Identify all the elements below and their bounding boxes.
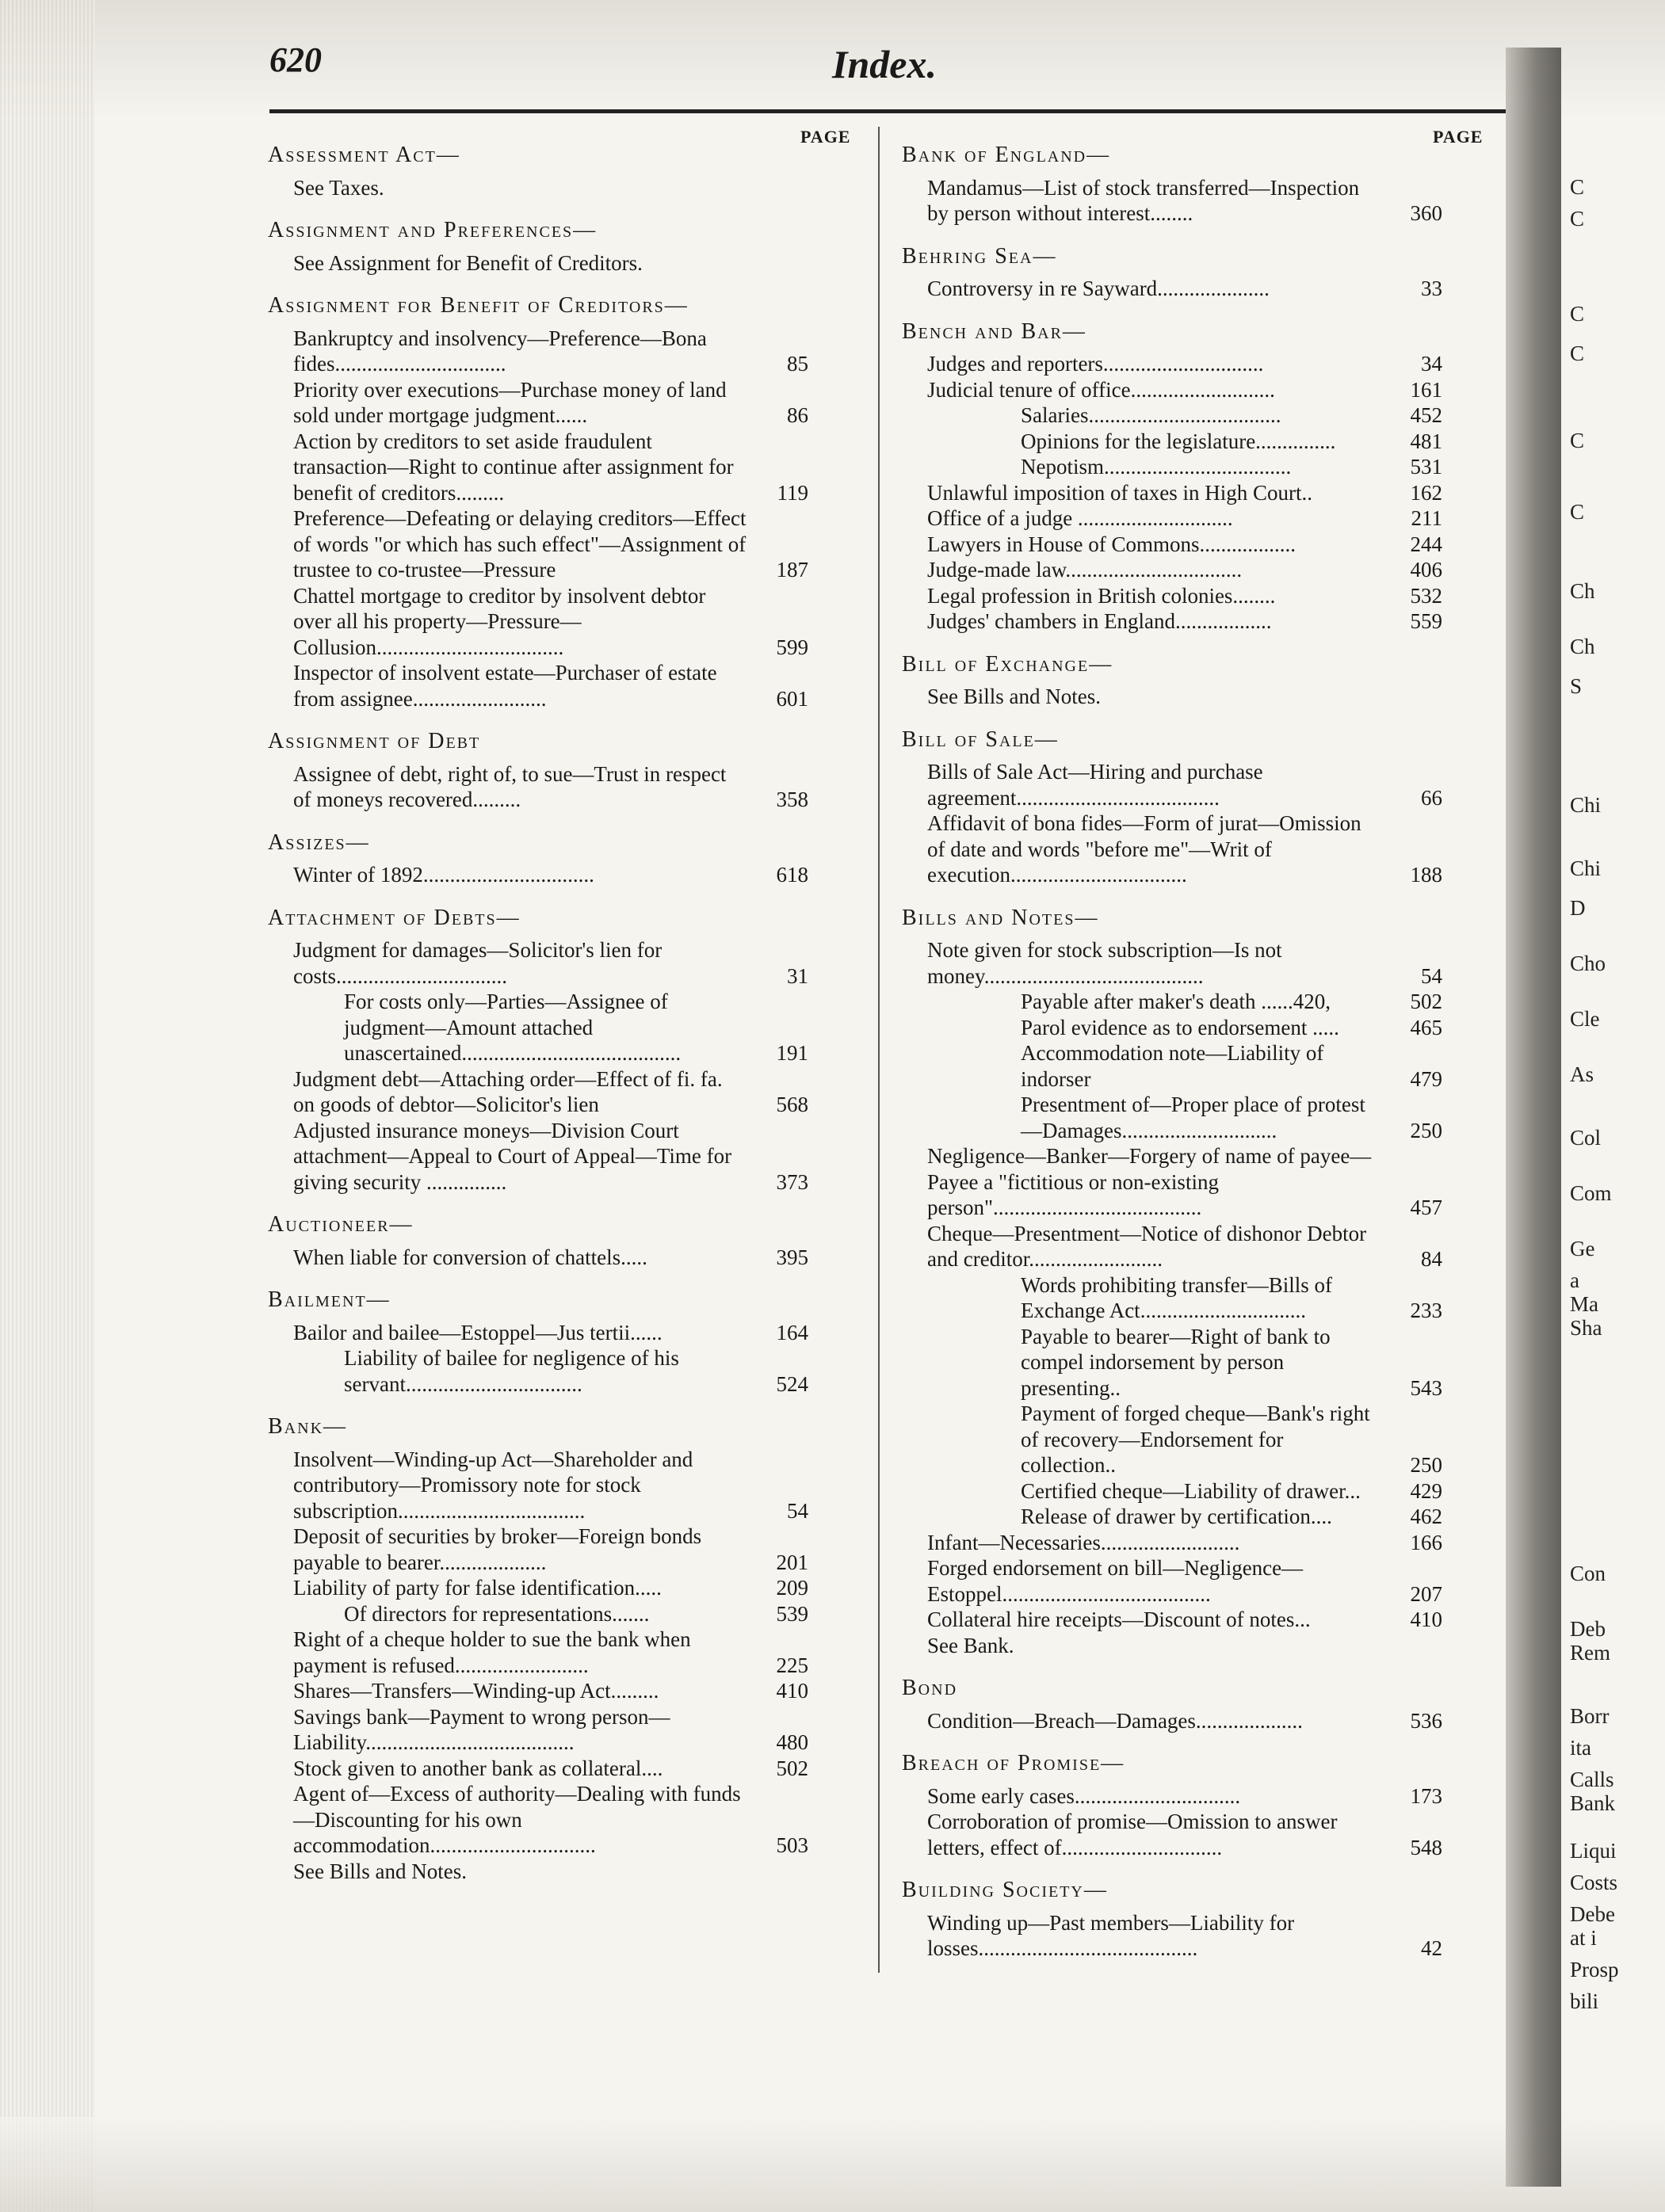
entry-page-number: 209: [776, 1576, 808, 1600]
index-heading: Assignment and Preferences—: [268, 218, 598, 242]
page-number: 620: [269, 40, 322, 79]
see-reference: See Bills and Notes.: [927, 685, 1101, 708]
fragment-text: Cho: [1570, 952, 1606, 975]
index-entry: [268, 862, 808, 888]
index-entry: [268, 1524, 808, 1575]
index-entry: [902, 480, 1442, 506]
fragment-text: Ge: [1570, 1237, 1595, 1260]
index-entry: [268, 937, 808, 989]
entry-page-number: 539: [776, 1601, 808, 1626]
entry-page-number: 536: [1410, 1708, 1442, 1733]
entry-text: Salaries....................................: [1021, 403, 1281, 427]
entry-text: Action by creditors to set aside fraudulent transaction—Right to continue after assignment for benefit of creditors.........: [293, 429, 734, 505]
entry-text: For costs only—Parties—Assignee of judgment—Amount attached unascertained.........................................: [344, 990, 682, 1065]
entry-page-number: 406: [1410, 558, 1442, 582]
entry-text: Deposit of securities by broker—Foreign bonds payable to bearer....................: [293, 1524, 702, 1574]
fragment-text: Ch: [1570, 579, 1595, 603]
fragment-text: Prosp: [1570, 1958, 1619, 1981]
entry-text: Judgment debt—Attaching order—Effect of fi. fa. on goods of debtor—Solicitor's lien: [293, 1066, 723, 1116]
index-entry: [268, 1245, 808, 1271]
entry-text: Parol evidence as to endorsement .....: [1021, 1015, 1339, 1039]
index-entry: [268, 505, 808, 583]
entry-text: Mandamus—List of stock transferred—Inspection by person without interest........: [927, 175, 1360, 225]
index-entry: [268, 660, 808, 711]
see-reference: See Taxes.: [293, 175, 384, 200]
entry-text: Shares—Transfers—Winding-up Act.........: [293, 1679, 659, 1703]
entry-page-number: 618: [776, 863, 808, 887]
entry-page-number: 429: [1410, 1478, 1442, 1503]
index-heading: Bench and Bar—: [902, 318, 1086, 344]
entry-page-number: 358: [776, 788, 808, 811]
entry-text: Accommodation note—Liability of indorser: [1021, 1041, 1324, 1091]
entry-page-number: 42: [1421, 1936, 1442, 1960]
entry-text: Adjusted insurance moneys—Division Court attachment—Appeal to Court of Appeal—Time for giving security ...............: [293, 1118, 732, 1194]
index-entry: [268, 989, 808, 1066]
entry-page-number: 54: [787, 1498, 808, 1523]
entry-page-number: 503: [776, 1833, 808, 1857]
index-entry: [902, 276, 1442, 302]
fragment-text: C: [1570, 341, 1585, 365]
index-entry: [902, 1530, 1442, 1556]
index-entry: [902, 1708, 1442, 1734]
index-heading: Bill of Exchange—: [902, 651, 1113, 677]
entry-text: Affidavit of bona fides—Form of jurat—Omission of date and words "before me"—Writ of execution.................................: [927, 811, 1361, 887]
entry-text: Judges' chambers in England..................: [927, 609, 1272, 633]
entry-text: Assignee of debt, right of, to sue—Trust in respect of moneys recovered.........: [293, 761, 727, 811]
running-header: Index.: [832, 42, 937, 86]
entry-page-number: 191: [776, 1041, 808, 1065]
index-entry: [902, 175, 1442, 227]
entry-text: Liability of bailee for negligence of his servant.................................: [344, 1346, 679, 1396]
fragment-text: As: [1570, 1062, 1594, 1086]
see-reference: See Bills and Notes.: [293, 1859, 467, 1883]
entry-text: Some early cases...............................: [927, 1783, 1241, 1808]
entry-page-number: 119: [777, 480, 808, 505]
index-entry: [902, 937, 1442, 989]
fragment-text: S: [1570, 674, 1583, 698]
entry-text: Office of a judge .............................: [927, 506, 1233, 530]
entry-text: Judge-made law.................................: [927, 558, 1243, 582]
index-entry: [902, 1015, 1442, 1041]
fragment-text: Com: [1570, 1181, 1612, 1205]
fragment-text: Sha: [1570, 1316, 1602, 1340]
fragment-text: a: [1570, 1268, 1579, 1292]
entry-text: Collateral hire receipts—Discount of notes...: [927, 1608, 1311, 1631]
index-heading: Bank—: [268, 1414, 348, 1439]
entry-text: Payable after maker's death ......420,: [1021, 990, 1331, 1013]
index-heading: Bills and Notes—: [902, 905, 1099, 930]
entry-text: Payment of forged cheque—Bank's right of recovery—Endorsement for collection..: [1021, 1402, 1370, 1477]
entry-page-number: 452: [1410, 403, 1442, 427]
entry-text: Cheque—Presentment—Notice of dishonor Debtor and creditor.........................: [927, 1221, 1367, 1271]
index-entry: [902, 505, 1442, 532]
entry-page-number: 502: [776, 1756, 808, 1780]
entry-page-number: 161: [1410, 377, 1442, 402]
fragment-text: C: [1570, 429, 1585, 452]
index-entry: [268, 1704, 808, 1756]
entry-page-number: 532: [1410, 583, 1442, 608]
fragment-text: Chi: [1570, 793, 1602, 817]
see-reference: See Bank.: [927, 1633, 1014, 1657]
entry-page-number: 164: [776, 1320, 808, 1344]
fragment-text: C: [1570, 175, 1585, 199]
entry-text: Inspector of insolvent estate—Purchaser of estate from assignee.........................: [293, 661, 717, 711]
entry-text: Release of drawer by certification....: [1021, 1505, 1332, 1528]
index-entry: [902, 583, 1442, 609]
entry-page-number: 543: [1410, 1375, 1442, 1400]
index-entry: [268, 1781, 808, 1859]
entry-page-number: 599: [776, 635, 808, 659]
index-entry: [902, 1324, 1442, 1402]
entry-page-number: 201: [776, 1550, 808, 1574]
page-gutter-shadow: [1506, 48, 1561, 2187]
index-entry: [268, 1627, 808, 1678]
column-divider: [878, 127, 880, 1973]
fragment-text: Liqui: [1570, 1839, 1617, 1863]
index-entry: [902, 1607, 1442, 1633]
entry-text: Right of a cheque holder to sue the bank when payment is refused.........................: [293, 1627, 691, 1677]
entry-page-number: 31: [787, 963, 808, 988]
entry-text: When liable for conversion of chattels.....: [293, 1245, 647, 1269]
index-entry: [902, 1401, 1442, 1478]
entry-page-number: 225: [776, 1653, 808, 1677]
index-entry: [902, 810, 1442, 888]
entry-page-number: 395: [776, 1245, 808, 1269]
index-entry: [268, 1575, 808, 1601]
entry-page-number: 479: [1410, 1066, 1442, 1091]
entry-page-number: 166: [1410, 1530, 1442, 1554]
entry-page-number: 188: [1410, 863, 1442, 887]
entry-page-number: 233: [1410, 1299, 1442, 1322]
entry-text: Bills of Sale Act—Hiring and purchase agreement......................................: [927, 760, 1263, 810]
entry-text: Bailor and bailee—Estoppel—Jus tertii......: [293, 1320, 663, 1344]
entry-page-number: 187: [776, 558, 808, 582]
entry-page-number: 250: [1410, 1118, 1442, 1142]
entry-page-number: 410: [776, 1679, 808, 1703]
entry-page-number: 162: [1410, 480, 1442, 505]
entry-text: Bankruptcy and insolvency—Preference—Bona fides................................: [293, 326, 707, 376]
scan-noise-left: [0, 0, 95, 2212]
entry-page-number: 84: [1421, 1247, 1442, 1271]
index-entry: [902, 454, 1442, 480]
fragment-text: C: [1570, 302, 1585, 326]
fragment-text: C: [1570, 500, 1585, 524]
index-entry: [902, 759, 1442, 810]
index-entry: [902, 1221, 1442, 1272]
fragment-text: Debe: [1570, 1902, 1615, 1926]
entry-text: Judges and reporters..............................: [927, 352, 1264, 376]
entry-text: Controversy in re Sayward.....................: [927, 276, 1270, 300]
index-heading: Building Society—: [902, 1878, 1108, 1902]
index-column-right: [902, 143, 1442, 1962]
fragment-text: Rem: [1570, 1641, 1610, 1665]
entry-page-number: 462: [1410, 1505, 1442, 1528]
entry-text: Of directors for representations.......: [344, 1601, 650, 1626]
entry-text: Lawyers in House of Commons..................: [927, 532, 1296, 556]
entry-text: Stock given to another bank as collateral....: [293, 1756, 663, 1780]
index-entry: [902, 1910, 1442, 1962]
index-entry: [902, 1143, 1442, 1221]
entry-text: Priority over executions—Purchase money of land sold under mortgage judgment......: [293, 377, 727, 427]
see-reference: See Assignment for Benefit of Creditors.: [293, 250, 643, 275]
index-heading: Attachment of Debts—: [268, 905, 521, 930]
entry-text: Preference—Defeating or delaying creditors—Effect of words "or which has such effect"—Assignment of trustee to co-trustee—Pressure: [293, 506, 747, 582]
entry-text: Payable to bearer—Right of bank to compel indorsement by person presenting..: [1021, 1324, 1331, 1400]
entry-page-number: 481: [1410, 429, 1442, 453]
adjacent-page-fragment: [1565, 119, 1665, 2179]
entry-text: Corroboration of promise—Omission to answer letters, effect of..............................: [927, 1810, 1338, 1859]
index-heading: Bill of Sale—: [902, 727, 1059, 752]
page-column-label-left: PAGE: [800, 127, 851, 147]
entry-text: Certified cheque—Liability of drawer...: [1021, 1478, 1361, 1503]
fragment-text: ita: [1570, 1736, 1591, 1760]
entry-page-number: 373: [776, 1169, 808, 1194]
entry-page-number: 34: [1421, 352, 1442, 376]
entry-page-number: 568: [776, 1093, 808, 1116]
entry-page-number: 86: [787, 403, 808, 427]
index-entry: [268, 326, 808, 377]
scan-noise-bottom: [0, 2117, 1665, 2212]
entry-text: Liability of party for false identification.....: [293, 1576, 662, 1600]
entry-page-number: 524: [776, 1371, 808, 1396]
fragment-text: Chi: [1570, 856, 1602, 880]
index-entry: [902, 1272, 1442, 1324]
index-entry: [268, 1678, 808, 1704]
index-entry: [902, 608, 1442, 635]
index-heading: Bank of England—: [902, 143, 1111, 167]
index-heading: Bailment—: [268, 1287, 391, 1312]
index-entry: [902, 1783, 1442, 1810]
index-entry: [902, 1809, 1442, 1860]
entry-page-number: 410: [1410, 1608, 1442, 1631]
index-heading: Behring Sea—: [902, 243, 1057, 269]
entry-page-number: 531: [1410, 455, 1442, 479]
entry-page-number: 244: [1410, 532, 1442, 556]
entry-text: Words prohibiting transfer—Bills of Exchange Act...............................: [1021, 1272, 1333, 1322]
entry-text: Judicial tenure of office...........................: [927, 377, 1275, 402]
fragment-text: Bank: [1570, 1791, 1615, 1815]
entry-text: Infant—Necessaries..........................: [927, 1530, 1240, 1554]
index-heading: Assizes—: [268, 830, 370, 855]
entry-page-number: 173: [1410, 1783, 1442, 1808]
index-entry: [902, 402, 1442, 429]
entry-page-number: 211: [1411, 506, 1442, 530]
entry-page-number: 548: [1410, 1835, 1442, 1859]
entry-page-number: 250: [1410, 1453, 1442, 1477]
entry-page-number: 465: [1410, 1015, 1442, 1039]
entry-text: Insolvent—Winding-up Act—Shareholder and contributory—Promissory note for stock subscription...................................: [293, 1447, 693, 1523]
fragment-text: Calls: [1570, 1768, 1614, 1791]
entry-page-number: 502: [1410, 990, 1442, 1013]
index-entry: [902, 429, 1442, 455]
entry-page-number: 66: [1421, 785, 1442, 810]
index-entry: [902, 1092, 1442, 1143]
entry-text: Judgment for damages—Solicitor's lien for costs................................: [293, 938, 663, 988]
index-entry: [268, 583, 808, 661]
entry-text: Negligence—Banker—Forgery of name of payee—Payee a "fictitious or non-existing person".......................................: [927, 1144, 1372, 1219]
index-entry: [268, 1345, 808, 1397]
fragment-text: D: [1570, 896, 1586, 920]
index-heading: Auctioneer—: [268, 1212, 414, 1237]
entry-text: Unlawful imposition of taxes in High Court..: [927, 480, 1312, 505]
index-heading: Bond: [902, 1676, 958, 1700]
entry-text: Savings bank—Payment to wrong person—Liability.......................................: [293, 1704, 670, 1754]
entry-text: Note given for stock subscription—Is not money.........................................: [927, 938, 1282, 988]
page-column-label-right: PAGE: [1433, 127, 1484, 147]
index-entry: [902, 532, 1442, 558]
fragment-text: Borr: [1570, 1704, 1610, 1728]
entry-text: Legal profession in British colonies........: [927, 583, 1276, 608]
fragment-text: at i: [1570, 1926, 1597, 1950]
entry-page-number: 559: [1410, 609, 1442, 633]
entry-page-number: 33: [1421, 276, 1442, 300]
entry-text: Opinions for the legislature...............: [1021, 429, 1336, 453]
fragment-text: Deb: [1570, 1617, 1606, 1641]
index-entry: [268, 377, 808, 429]
entry-text: Winding up—Past members—Liability for losses.........................................: [927, 1910, 1295, 1960]
header-rule: [269, 109, 1506, 113]
index-entry: [268, 1447, 808, 1524]
fragment-text: Cle: [1570, 1007, 1600, 1031]
index-entry: [268, 1601, 808, 1627]
entry-text: Winter of 1892................................: [293, 863, 594, 887]
index-entry: [268, 429, 808, 506]
fragment-text: Con: [1570, 1562, 1606, 1585]
fragment-text: bili: [1570, 1989, 1599, 2013]
index-entry: [268, 1320, 808, 1346]
fragment-text: Col: [1570, 1126, 1602, 1150]
entry-text: Chattel mortgage to creditor by insolvent debtor over all his property—Pressure—Collusion...................................: [293, 583, 706, 659]
index-entry: [268, 1118, 808, 1196]
entry-text: Nepotism...................................: [1021, 455, 1292, 479]
entry-text: Presentment of—Proper place of protest—Damages.............................: [1021, 1093, 1365, 1142]
entry-page-number: 601: [776, 686, 808, 711]
index-entry: [268, 1066, 808, 1118]
index-heading: Assignment of Debt: [268, 729, 481, 753]
index-heading: Breach of Promise—: [902, 1751, 1125, 1775]
fragment-text: Costs: [1570, 1871, 1618, 1894]
index-entry: [268, 1756, 808, 1782]
fragment-text: Ma: [1570, 1292, 1598, 1316]
entry-text: Agent of—Excess of authority—Dealing with funds—Discounting for his own accommodation...............................: [293, 1782, 741, 1857]
entry-page-number: 480: [776, 1730, 808, 1754]
index-entry: [902, 989, 1442, 1015]
index-heading: Assignment for Benefit of Creditors—: [268, 293, 689, 318]
index-entry: [268, 761, 808, 813]
index-heading: Assessment Act—: [268, 143, 460, 167]
index-entry: [902, 1478, 1442, 1505]
entry-page-number: 85: [787, 352, 808, 376]
entry-text: Condition—Breach—Damages....................: [927, 1708, 1303, 1733]
index-entry: [902, 1040, 1442, 1092]
index-entry: [902, 1504, 1442, 1530]
entry-text: Forged endorsement on bill—Negligence—Estoppel.......................................: [927, 1556, 1304, 1606]
entry-page-number: 207: [1410, 1581, 1442, 1606]
index-entry: [902, 1555, 1442, 1607]
fragment-text: C: [1570, 207, 1585, 231]
entry-page-number: 54: [1421, 963, 1442, 988]
index-column-left: [268, 143, 808, 1884]
index-entry: [902, 557, 1442, 583]
index-entry: [902, 351, 1442, 377]
fragment-text: Ch: [1570, 635, 1595, 658]
entry-page-number: 457: [1410, 1196, 1442, 1219]
index-entry: [902, 377, 1442, 403]
entry-page-number: 360: [1410, 201, 1442, 225]
